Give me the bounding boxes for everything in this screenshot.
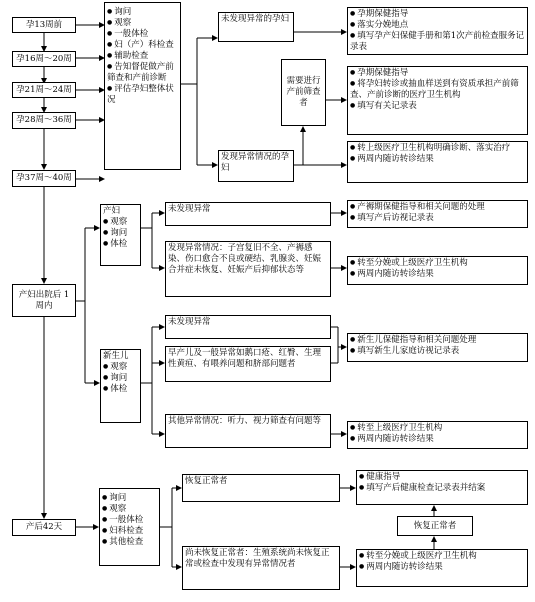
action-item: ● 填写有关记录表 [350,101,525,112]
action-item: ● 填写产后访视记录表 [350,213,525,224]
prenatal-screening-label: 需要进行产前筛查者 [281,59,326,126]
stage-week-28-36: 孕28周～36周 [12,112,76,129]
action-item: ● 将孕妇转诊或抽血样送到有资质承担产前筛查、产前诊断的医疗卫生机构 [350,79,525,101]
baby-normal-actions [347,333,528,362]
baby-normal: 未发现异常 [165,315,331,339]
check-item: ● 询问 [107,7,178,18]
day42-recovered-actions [356,470,528,505]
mother-abnormal-actions [347,256,528,285]
action-item: ● 两周内随访转诊结果 [350,154,525,165]
baby-abnormal-actions [347,421,528,449]
baby-minor-abnormal: 早产儿及一般异常如鹅口疮、红臀、生理性黄疸、有喂养问题和脐部问题者 [165,346,331,382]
check-item: ● 妇科检查 [102,526,157,537]
day42-not-recovered-actions [356,549,528,587]
action-item: ● 转至分娩或上级医疗卫生机构 [350,258,525,269]
mother-checks [100,204,141,266]
action-item: ● 落实分娩地点 [350,20,525,31]
action-item: ● 填写孕产妇保健手册和第1次产前检查服务记录表 [350,31,525,53]
prenatal-normal-label: 未发现异常的孕妇 [218,12,294,42]
action-item: ● 两周内随访转诊结果 [350,434,525,445]
check-item: ● 告知督促做产前筛查和产前诊断 [107,62,178,84]
check-item: ● 询问 [102,493,157,504]
check-item: ● 辅助检查 [107,51,178,62]
stage-week-16-20: 孕16周～20周 [12,51,76,67]
stage-postpartum-42-days: 产后42天 [12,519,76,536]
baby-abnormal: 其他异常情况：听力、视力筛查有问题等 [165,414,331,448]
prenatal-checks [104,2,181,170]
check-item: ● 观察 [103,217,138,228]
check-item: ● 询问 [103,373,138,384]
check-item: ● 其他检查 [102,537,157,548]
stage-week-13: 孕13周前 [12,17,76,33]
check-item: ● 一般体检 [102,515,157,526]
stage-week-37-40: 孕37周～40周 [12,170,76,187]
day42-recovered: 恢复正常者 [182,474,340,502]
mother-normal-actions [347,200,528,228]
mother-abnormal: 发现异常情况：子宫复旧不全、产褥感染、伤口愈合不良或硬结、乳腺炎、妊娠合并症未恢复、妊娠产后抑郁状态等 [165,241,331,297]
action-item: ● 两周内随访转诊结果 [359,562,525,573]
check-item: ● 妇（产）科检查 [107,40,178,51]
action-item: ● 新生儿保健指导和相关问题处理 [350,335,525,346]
action-item: ● 转至分娩或上级医疗卫生机构 [359,551,525,562]
action-item: ● 健康指导 [359,472,525,483]
action-item: ● 填写产后健康检查记录表并结案 [359,483,525,494]
prenatal-screening-actions [347,66,528,135]
baby-label: 新生儿 [103,351,129,361]
check-item: ● 观察 [103,362,138,373]
check-item: ● 一般体检 [107,29,178,40]
day42-recovered-again: 恢复正常者 [397,516,473,536]
mother-label: 产妇 [103,206,121,216]
action-item: ● 填写新生儿家庭访视记录表 [350,346,525,357]
baby-checks [100,349,141,423]
day42-checks [99,488,160,566]
check-item: ● 评估孕妇整体状况 [107,84,178,106]
day42-not-recovered: 尚未恢复正常者：生殖系统尚未恢复正常或检查中发现有异常情况者 [182,546,340,590]
action-item: ● 产褥期保健指导和相关问题的处理 [350,202,525,213]
action-item: ● 孕期保健指导 [350,9,525,20]
check-item: ● 体检 [103,384,138,395]
check-item: ● 观察 [102,504,157,515]
prenatal-normal-actions [347,7,528,55]
action-item: ● 转至上级医疗卫生机构 [350,423,525,434]
prenatal-abnormal-label: 发现异常情况的孕妇 [218,150,294,182]
action-item: ● 两周内随访转诊结果 [350,269,525,280]
action-item: ● 转上级医疗卫生机构明确诊断、落实治疗 [350,143,525,154]
stage-postpartum-week1: 产妇出院后 1周内 [12,284,76,317]
check-item: ● 观察 [107,18,178,29]
stage-week-21-24: 孕21周～24周 [12,82,76,98]
mother-normal: 未发现异常 [165,202,331,226]
check-item: ● 询问 [103,228,138,239]
check-item: ● 体检 [103,239,138,250]
action-item: ● 孕期保健指导 [350,68,525,79]
prenatal-referral-actions [347,141,528,183]
